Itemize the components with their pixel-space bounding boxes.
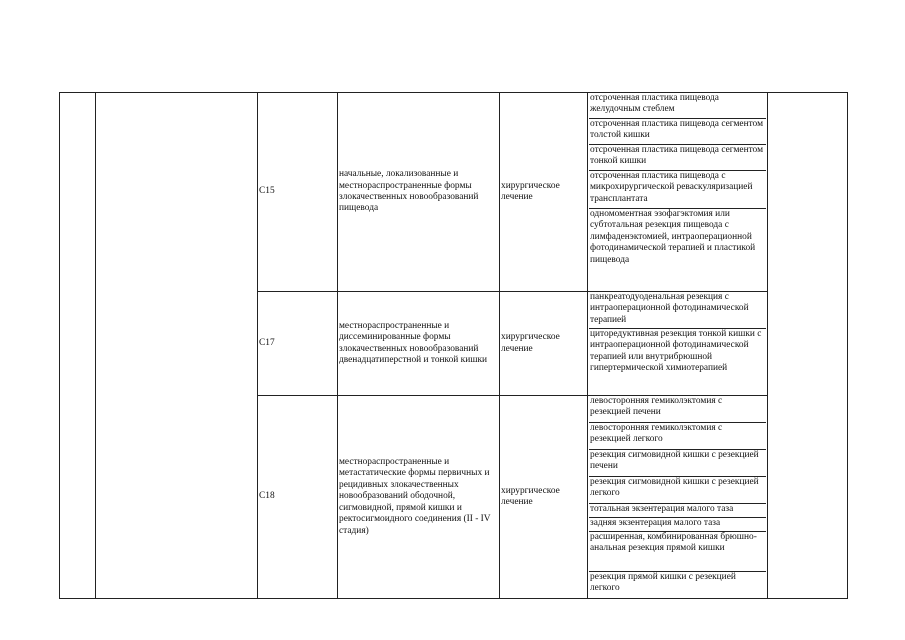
diagnosis-description: местнораспространенные и диссеминированные формы злокачественных новообразований двенадцатиперстной и тонкой кишки: [338, 292, 500, 396]
diagnosis-code: C18: [258, 396, 338, 599]
operation-item: резекция прямой кишки с резекцией легкого: [590, 572, 736, 594]
empty-cell-b: [96, 93, 258, 599]
operation-item: резекция сигмовидной кишки с резекцией легкого: [589, 477, 766, 504]
diagnosis-code: C17: [258, 292, 338, 396]
operations-cell: [588, 396, 768, 599]
operation-item: циторедуктивная резекция тонкой кишки с интраоперационной фотодинамической терапией или внутрибрюшной гипертермической химиотерапией: [590, 329, 762, 374]
operations-cell: [588, 292, 768, 396]
operation-item: левосторонняя гемиколэктомия с резекцией печени: [589, 396, 766, 423]
operation-item: отсроченная пластика пищевода сегментом толстой кишки: [589, 119, 766, 145]
treatment-type: хирургическое лечение: [500, 93, 588, 292]
operation-item: панкреатодуоденальная резекция с интраоперационной фотодинамической терапией: [589, 292, 766, 329]
operations-cell: [588, 93, 768, 292]
operation-item: левосторонняя гемиколэктомия с резекцией легкого: [589, 423, 766, 450]
operation-item: отсроченная пластика пищевода сегментом тонкой кишки: [589, 145, 766, 171]
treatment-type: хирургическое лечение: [500, 292, 588, 396]
empty-cell-a: [60, 93, 96, 599]
treatment-type: хирургическое лечение: [500, 396, 588, 599]
operation-item: расширенная, комбинированная брюшно-анальная резекция прямой кишки: [589, 532, 766, 572]
operation-item: задняя экзентерация малого таза: [589, 518, 766, 532]
diagnosis-description: местнораспространенные и метастатические формы первичных и рецидивных злокачественных новообразований ободочной, сигмовидной, прямой кишки и ректосигмоидного соединения (II - IV стадия): [338, 396, 500, 599]
operation-item: отсроченная пластика пищевода желудочным стеблем: [589, 93, 766, 119]
diagnosis-description: начальные, локализованные и местнораспространенные формы злокачественных новообразований пищевода: [338, 93, 500, 292]
treatment-table: [59, 92, 848, 599]
table-row: [60, 93, 848, 292]
operation-item: резекция сигмовидной кишки с резекцией печени: [589, 450, 766, 477]
operation-item: отсроченная пластика пищевода с микрохирургической реваскуляризацией трансплантата: [589, 171, 766, 209]
empty-cell-h: [768, 93, 848, 599]
diagnosis-code: C15: [258, 93, 338, 292]
operation-item: тотальная экзентерация малого таза: [589, 504, 766, 518]
operation-item: одномоментная эзофагэктомия или субтотальная резекция пищевода с лимфаденэктомией, интраоперационной фотодинамической терапией и пластикой пищевода: [590, 209, 756, 265]
